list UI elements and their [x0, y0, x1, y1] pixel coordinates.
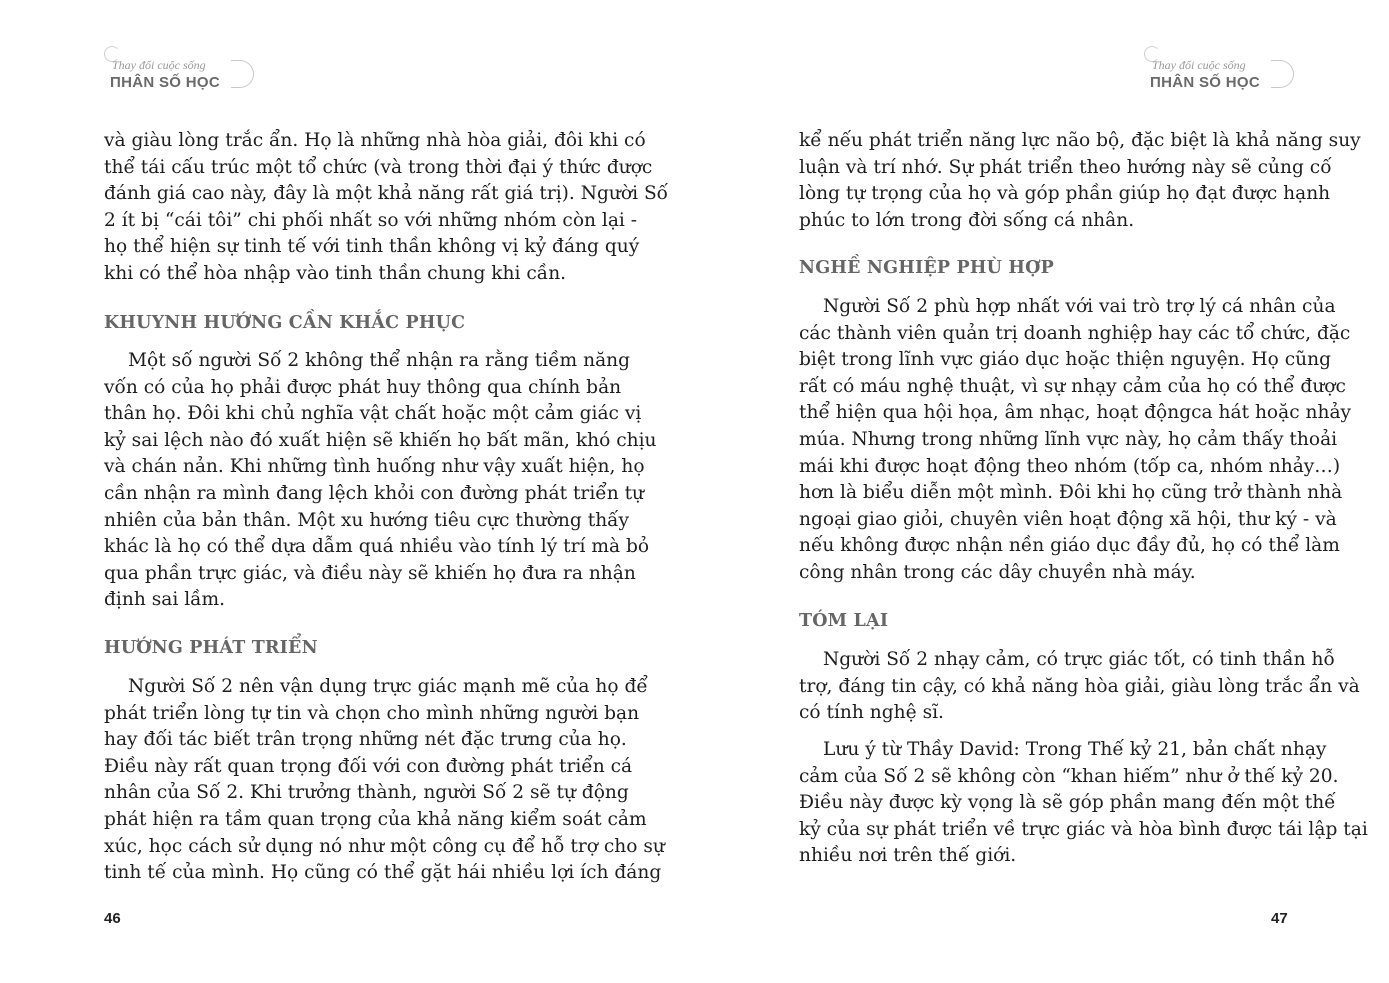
paragraph — [799, 647, 1360, 727]
text-line: cần nhận ra mình đang lệch khỏi con đường phát triển tự — [104, 482, 645, 504]
text-line: nếu không được nhận nền giáo dục đầy đủ, họ có thể làm — [799, 535, 1340, 557]
text-line: phát hiện ra tầm quan trọng của khả năng kiểm soát cảm — [104, 808, 647, 830]
text-line: kỷ của sự phát triển về trực giác và hòa bình được tái lập tại — [799, 818, 1368, 840]
text-line: nhiều nơi trên thế giới. — [799, 845, 1017, 867]
paragraph — [799, 294, 1352, 587]
text-line: Người Số 2 nên vận dụng trực giác mạnh mẽ của họ để — [128, 676, 648, 697]
text-line: Điều này rất quan trọng đối với con đường phát triển cá — [104, 755, 633, 777]
text-line: luận và trí nhớ. Sự phát triển theo hướng này sẽ củng cố — [799, 156, 1332, 178]
text-line: rất có máu nghệ thuật, vì sự nhạy cảm của họ có thể được — [799, 375, 1346, 397]
text-line: xúc, học cách sử dụng nó như một công cụ để hỗ trợ cho sự — [104, 835, 665, 857]
text-line: họ thể hiện sự tinh tế với tinh thần không vị kỷ đáng quý — [104, 236, 640, 258]
text-line: công nhân trong các dây chuyền nhà máy. — [799, 561, 1196, 583]
swirl-ornament-icon — [231, 60, 254, 88]
text-line: lòng tự trọng của họ và góp phần giúp họ đạt được hạnh — [799, 183, 1331, 205]
text-line: phát triển lòng tự tin và chọn cho mình những người bạn — [104, 702, 640, 724]
logo-title: ΠHÂN SỐ HỌC — [110, 74, 220, 91]
text-line: có tính nghệ sĩ. — [799, 702, 944, 724]
text-line: Lưu ý từ Thầy David: Trong Thế kỷ 21, bản chất nhạy — [823, 739, 1327, 760]
paragraph — [104, 128, 669, 288]
text-line: Người Số 2 nhạy cảm, có trực giác tốt, có tinh thần hỗ — [823, 649, 1335, 670]
page-number: 47 — [1271, 910, 1288, 927]
section-heading: TÓM LẠI — [799, 611, 889, 631]
paragraph — [104, 674, 665, 887]
text-line: vốn có của họ phải được phát huy thông qua chính bản — [104, 376, 622, 398]
left-page — [0, 0, 694, 983]
text-line: ngoại giao giỏi, chuyên viên hoạt động xã hội, thư ký - và — [799, 508, 1337, 530]
text-line: tinh tế của mình. Họ cũng có thể gặt hái nhiều lợi ích đáng — [104, 862, 662, 884]
text-line: định sai lầm. — [104, 589, 226, 611]
text-line: đánh giá cao này, đây là một khả năng rất giá trị). Người Số — [104, 183, 669, 205]
logo-tagline: Thay đổi cuộc sống — [1152, 58, 1246, 72]
text-line: qua phần trực giác, và điều này sẽ khiến họ đưa ra nhận — [104, 562, 636, 584]
text-line: kỷ sai lệch nào đó xuất hiện sẽ khiến họ bất mãn, khó chịu — [104, 429, 657, 451]
text-line: mái khi được hoạt động theo nhóm (tốp ca, nhóm nhảy…) — [799, 455, 1341, 477]
text-line: các thành viên quản trị doanh nghiệp hay các tổ chức, đặc — [799, 322, 1351, 344]
text-line: khi có thể hòa nhập vào tinh thần chung khi cần. — [104, 262, 567, 284]
swirl-ornament-icon — [1271, 60, 1294, 88]
text-line: nhân của Số 2. Khi trưởng thành, người Số 2 sẽ tự động — [104, 782, 629, 804]
text-line: 2 ít bị “cái tôi” chi phối nhất so với những nhóm còn lại - — [104, 209, 638, 231]
paragraph — [104, 348, 657, 614]
book-logo — [104, 44, 254, 100]
text-line: khác là họ có thể dựa dẫm quá nhiều vào tính lý trí mà bỏ — [104, 536, 650, 558]
text-line: múa. Nhưng trong những lĩnh vực này, họ cảm thấy thoải — [799, 428, 1338, 450]
right-page — [695, 0, 1389, 983]
book-logo — [1144, 44, 1294, 100]
text-line: thể hiện qua hội họa, âm nhạc, hoạt độngca hát hoặc nhảy — [799, 402, 1352, 424]
text-line: và giàu lòng trắc ẩn. Họ là những nhà hòa giải, đôi khi có — [104, 130, 646, 151]
text-line: thân họ. Đôi khi chủ nghĩa vật chất hoặc một cảm giác vị — [104, 403, 642, 425]
paragraph — [799, 128, 1361, 234]
logo-tagline: Thay đổi cuộc sống — [112, 58, 206, 72]
text-line: thể tái cấu trúc một tổ chức (và trong thời đại ý thức được — [104, 156, 653, 178]
section-heading: KHUYNH HƯỚNG CẦN KHẮC PHỤC — [104, 313, 466, 333]
text-line: biệt trong lĩnh vực giáo dục hoặc thiện nguyện. Họ cũng — [799, 349, 1331, 371]
section-heading: HƯỚNG PHÁT TRIỂN — [104, 638, 318, 658]
text-line: kể nếu phát triển năng lực não bộ, đặc biệt là khả năng suy — [799, 130, 1361, 151]
text-line: và chán nản. Khi những tình huống như vậy xuất hiện, họ — [104, 456, 645, 478]
text-line: cảm của Số 2 sẽ không còn “khan hiếm” như ở thế kỷ 20. — [799, 765, 1339, 787]
page-number: 46 — [104, 910, 121, 927]
text-line: Một số người Số 2 không thể nhận ra rằng tiềm năng — [128, 350, 631, 371]
text-line: nhiên của bản thân. Một xu hướng tiêu cực thường thấy — [104, 509, 630, 531]
text-line: Điều này được kỳ vọng là sẽ góp phần mang đến một thế — [799, 792, 1336, 814]
text-line: phúc to lớn trong đời sống cá nhân. — [799, 209, 1135, 231]
logo-title: ΠHÂN SỐ HỌC — [1150, 74, 1260, 91]
paragraph — [799, 737, 1368, 870]
text-line: hay đối tác biết trân trọng những nét đặc trưng của họ. — [104, 729, 627, 751]
text-line: trợ, đáng tin cậy, có khả năng hòa giải, giàu lòng trắc ẩn và — [799, 675, 1360, 697]
section-heading: NGHỀ NGHIỆP PHÙ HỢP — [799, 258, 1054, 278]
text-line: Người Số 2 phù hợp nhất với vai trò trợ lý cá nhân của — [823, 296, 1336, 317]
text-line: hơn là biểu diễn một mình. Đôi khi họ cũng trở thành nhà — [799, 482, 1343, 504]
